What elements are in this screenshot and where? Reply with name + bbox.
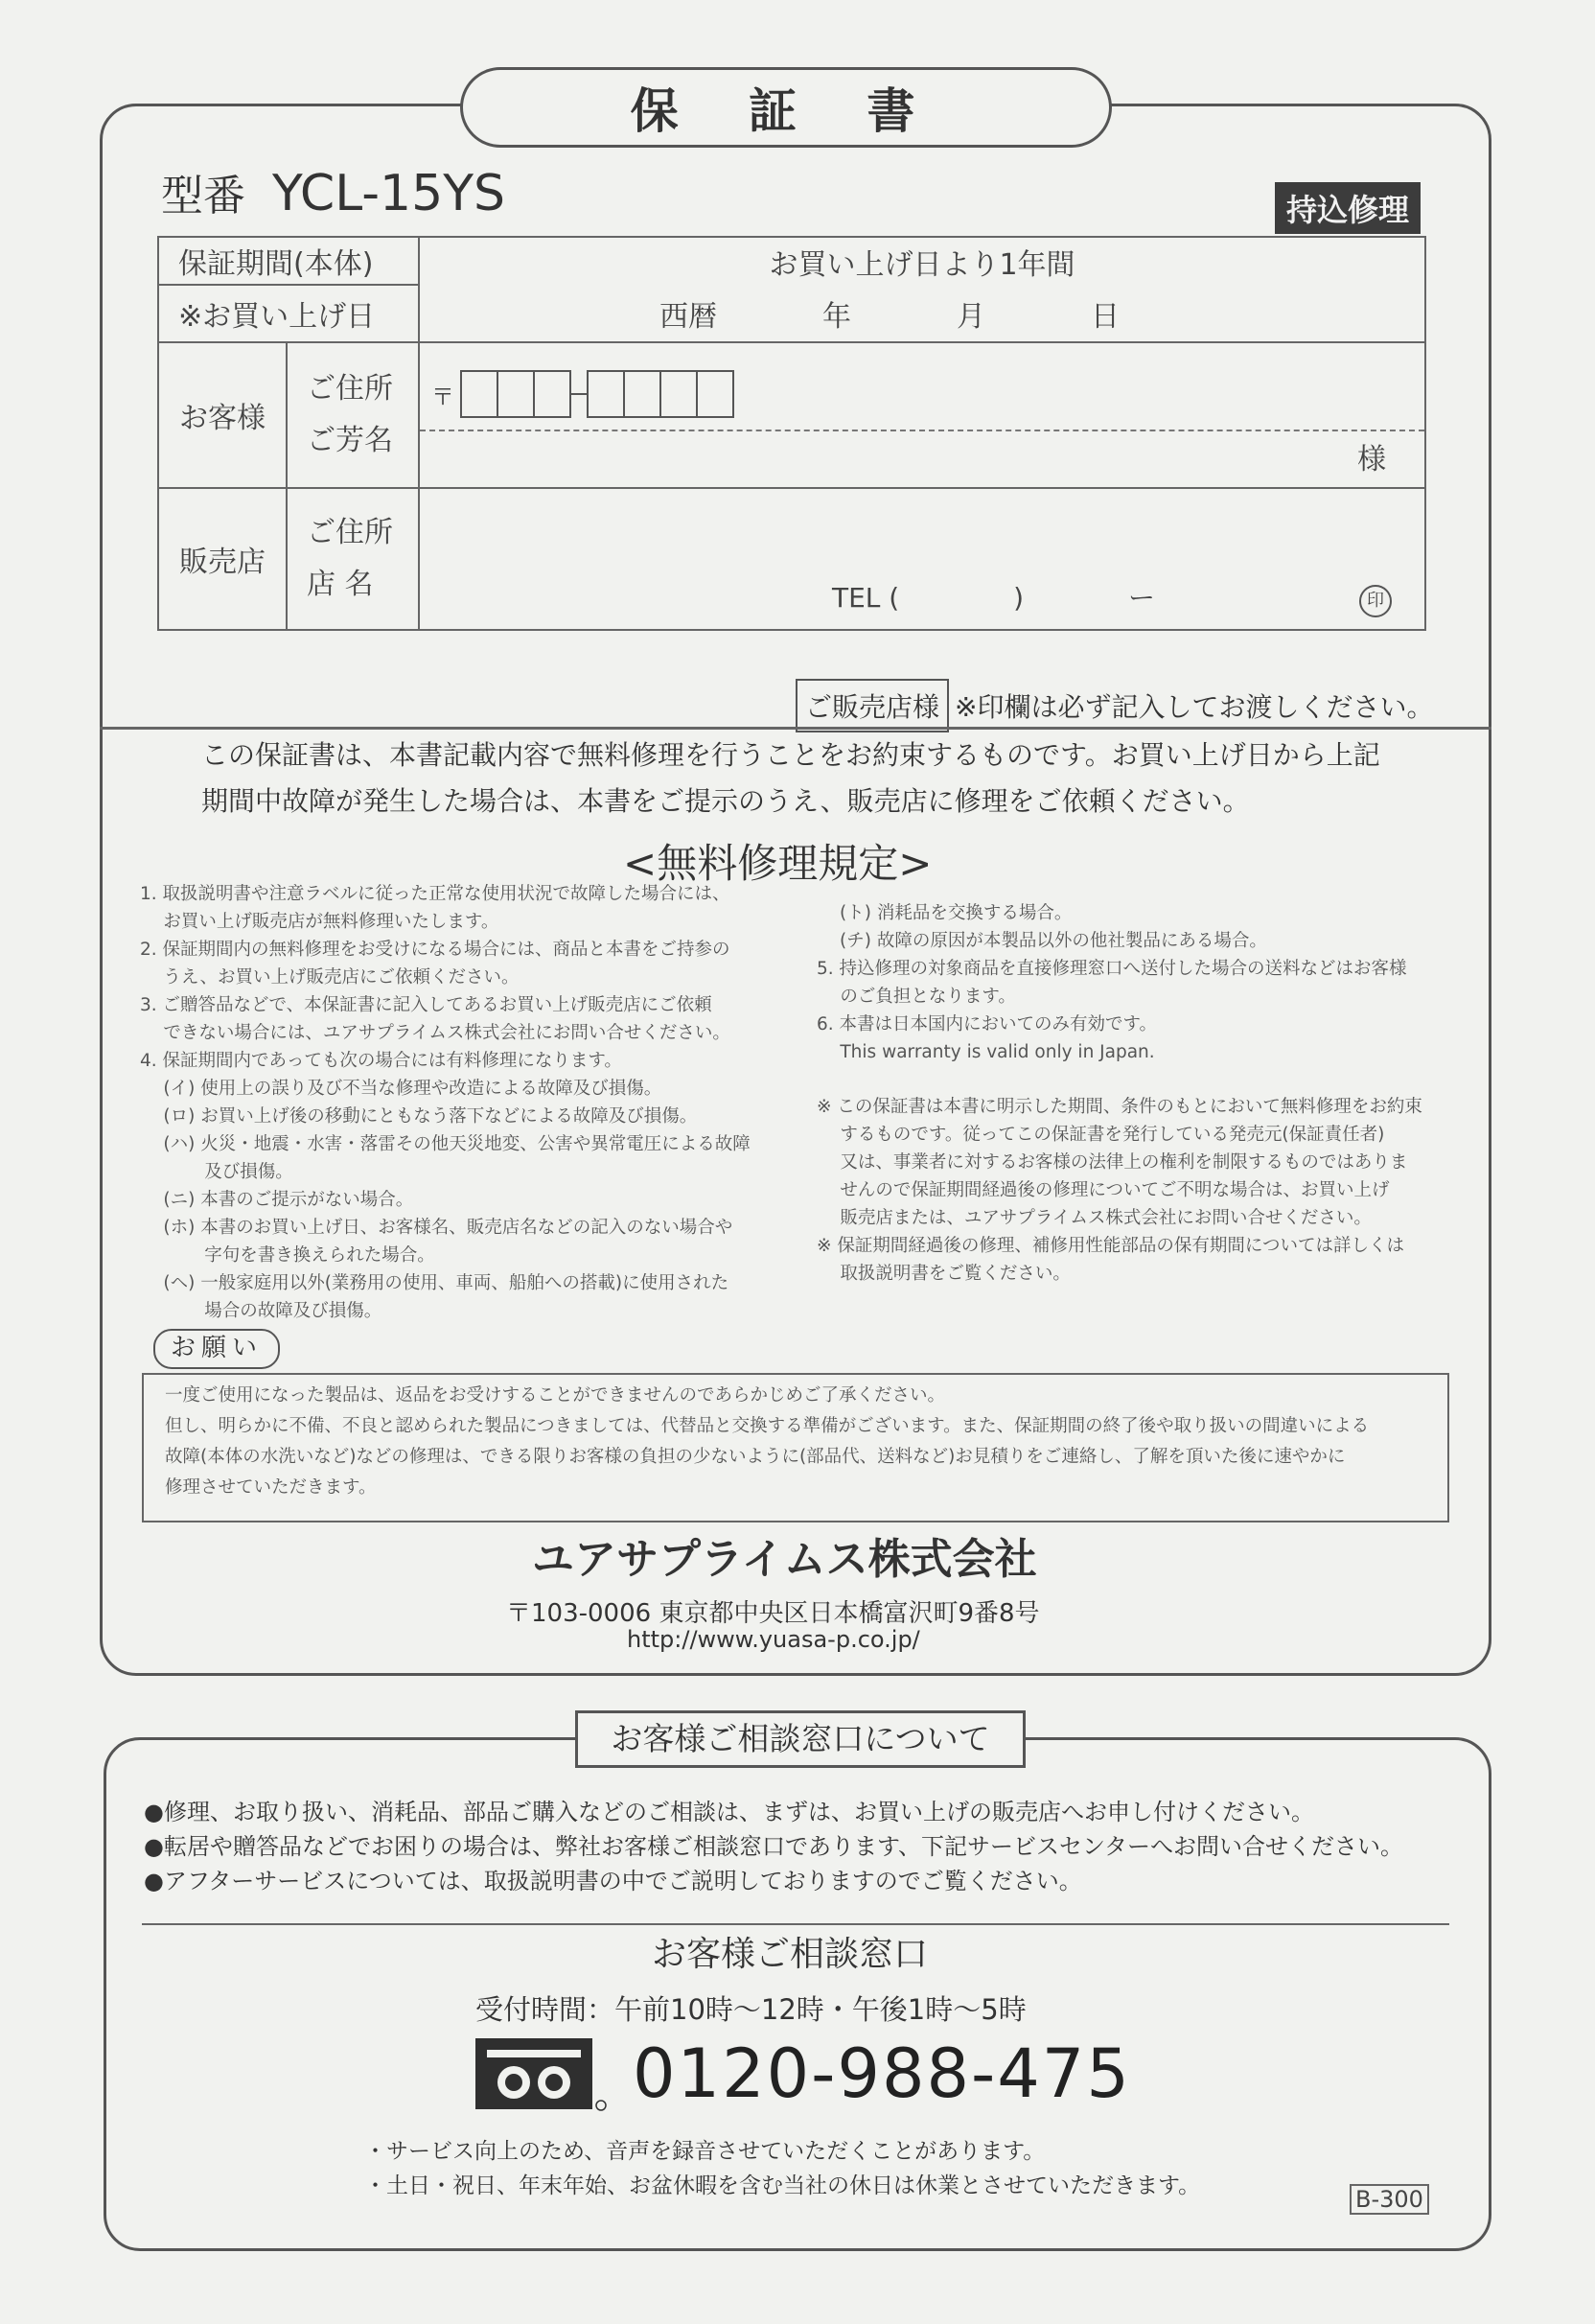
model-number: [161, 161, 505, 222]
consult-note: ・サービス向上のため、音声を録音させていただくことがあります。: [364, 2139, 1046, 2164]
date-day: 日: [1091, 299, 1120, 334]
repair-type-badge: 持込修理: [1275, 182, 1421, 234]
company-address: 〒103-0006 東京都中央区日本橋富沢町9番8号: [506, 1599, 1040, 1628]
tel-field[interactable]: [832, 577, 1155, 616]
rule-line: 3. ご贈答品などで、本保証書に記入してあるお買い上げ販売店にご依頼: [140, 995, 712, 1015]
rule-line: お買い上げ販売店が無料修理いたします。: [140, 912, 499, 932]
rule-line: (ニ) 本書のご提示がない場合。: [140, 1190, 414, 1210]
rules-title: <無料修理規定>: [623, 840, 933, 887]
date-month: 月: [957, 299, 985, 334]
model-label: 型番: [161, 172, 245, 221]
seal-mark: 印: [1359, 585, 1392, 617]
shop-sub-labels: [287, 488, 419, 630]
date-year: 年: [822, 299, 851, 334]
consult-bullet: ●アフターサービスについては、取扱説明書の中でご説明しておりますのでご覧ください。: [144, 1868, 1082, 1894]
tel-paren-close: ): [1013, 582, 1025, 614]
postal-box[interactable]: [498, 370, 535, 418]
rule-line: (ハ) 火災・地震・水害・落雷その他天災地変、公害や異常電圧による故障: [140, 1134, 751, 1154]
rule-note-line: 販売店または、ユアサプライムス株式会社にお問い合せください。: [817, 1208, 1372, 1228]
consult-bullet: ●転居や贈答品などでお困りの場合は、弊社お客様ご相談窓口であります、下記サービスセンターへお問い合せください。: [144, 1833, 1404, 1860]
consult-section-title: お客様ご相談窓口について: [575, 1710, 1026, 1768]
desk-title: お客様ご相談窓口: [652, 1935, 929, 1974]
rules-right-notes: [817, 1093, 1422, 1288]
rule-line: (ト) 消耗品を交換する場合。: [840, 903, 1073, 923]
rules-left-column: [140, 880, 751, 1325]
honorific-sama: 様: [1357, 443, 1386, 476]
onegai-line: 修理させていただきます。: [165, 1477, 377, 1498]
rule-line: 6. 本書は日本国内においてのみ有効です。: [817, 1014, 1158, 1034]
date-era: 西暦: [659, 299, 717, 334]
postal-box[interactable]: [698, 370, 734, 418]
period-value: お買い上げ日より1年間: [419, 237, 1425, 285]
postal-box[interactable]: [535, 370, 571, 418]
onegai-text: [165, 1381, 1369, 1503]
rule-line: 1. 取扱説明書や注意ラベルに従った正常な使用状況で故障した場合には、: [140, 884, 730, 904]
consult-divider: [142, 1923, 1449, 1925]
customer-field[interactable]: [419, 342, 1425, 488]
rule-line: 及び損傷。: [140, 1162, 293, 1182]
tel-label: TEL (: [832, 582, 900, 614]
tel-dash: ー: [1127, 582, 1155, 614]
period-label: 保証期間(本体): [158, 237, 419, 285]
postal-hyphen: [571, 393, 587, 395]
address-name-separator: [420, 430, 1424, 431]
rule-note-line: 取扱説明書をご覧ください。: [817, 1264, 1071, 1284]
customer-label: お客様: [158, 342, 287, 488]
rules-right-column: [817, 899, 1407, 1066]
section-divider: [100, 727, 1491, 730]
shop-label: 販売店: [158, 488, 287, 630]
intro-line: 期間中故障が発生した場合は、本書をご提示のうえ、販売店に修理をご依頼ください。: [201, 785, 1250, 817]
rule-line: 場合の故障及び損傷。: [140, 1301, 382, 1321]
company-name: ユアサプライムス株式会社: [532, 1535, 1037, 1584]
document-code: B-300: [1350, 2184, 1429, 2215]
onegai-line: 故障(本体の水洗いなど)などの修理は、できる限りお客様の負担の少ないように(部品代、送料など)お見積りをご連絡し、了解を頂いた後に速やかに: [165, 1447, 1346, 1467]
phone-number[interactable]: 0120-988-475: [633, 2034, 1131, 2113]
customer-sub-labels: [287, 342, 419, 488]
consult-note: ・土日・祝日、年末年始、お盆休暇を含む当社の休日は休業とさせていただきます。: [364, 2173, 1201, 2198]
rule-line: うえ、お買い上げ販売店にご依頼ください。: [140, 967, 520, 988]
consult-bullet: ●修理、お取り扱い、消耗品、部品ご購入などのご相談は、まずは、お買い上げの販売店へお申し付けください。: [144, 1799, 1314, 1825]
shop-address-label: ご住所: [307, 516, 393, 549]
intro-line: この保証書は、本書記載内容で無料修理を行うことをお約束するものです。お買い上げ日から上記: [201, 739, 1380, 771]
intro-text: [201, 732, 1409, 825]
rule-line: (チ) 故障の原因が本製品以外の他社製品にある場合。: [840, 931, 1267, 951]
freedial-logo-icon: [474, 2036, 608, 2115]
rule-line: 5. 持込修理の対象商品を直接修理窓口へ送付した場合の送料などはお客様: [817, 959, 1407, 979]
postal-box[interactable]: [460, 370, 498, 418]
rule-line: This warranty is valid only in Japan.: [817, 1042, 1155, 1062]
rule-line: できない場合には、ユアサプライムス株式会社にお問い合せください。: [140, 1023, 730, 1043]
stamp-note: ※印欄は必ず記入してお渡しください。: [955, 691, 1434, 723]
service-hours: 受付時間：午前10時～12時・午後1時～5時: [475, 1993, 1027, 2026]
rule-line: (ヘ) 一般家庭用以外(業務用の使用、車両、船舶への搭載)に使用された: [140, 1273, 729, 1293]
rule-line: 4. 保証期間内であっても次の場合には有料修理になります。: [140, 1051, 622, 1071]
customer-address-label: ご住所: [307, 372, 393, 406]
rule-line: (イ) 使用上の誤り及び不当な修理や改造による故障及び損傷。: [140, 1079, 662, 1099]
consult-notes: [364, 2134, 1200, 2203]
shop-name-label: 店 名: [307, 568, 374, 601]
rule-note-line: せんので保証期間経過後の修理についてご不明な場合は、お買い上げ: [817, 1180, 1390, 1200]
rule-line: 字句を書き換えられた場合。: [140, 1245, 435, 1266]
rule-note-line: 又は、事業者に対するお客様の法律上の権利を制限するものではありま: [817, 1152, 1408, 1173]
onegai-label: お願い: [153, 1329, 280, 1369]
rule-note-line: するものです。従ってこの保証書を発行している発売元(保証責任者): [817, 1125, 1385, 1145]
rule-note-line: ※ 保証期間経過後の修理、補修用性能部品の保有期間については詳しくは: [817, 1236, 1405, 1256]
postal-mark: 〒: [431, 383, 454, 410]
rule-line: 2. 保証期間内の無料修理をお受けになる場合には、商品と本書をご持参の: [140, 940, 730, 960]
warranty-form: [157, 236, 1426, 631]
purchase-date-label: ※お買い上げ日: [158, 285, 419, 342]
shop-badge: ご販売店様: [796, 679, 949, 732]
rule-note-line: ※ この保証書は本書に明示した期間、条件のもとにおいて無料修理をお約束: [817, 1097, 1422, 1117]
postal-box[interactable]: [587, 370, 625, 418]
consult-bullets: [144, 1795, 1403, 1898]
shop-field[interactable]: [419, 488, 1425, 630]
rule-line: (ホ) 本書のお買い上げ日、お客様名、販売店名などの記入のない場合や: [140, 1218, 733, 1238]
company-url[interactable]: http://www.yuasa-p.co.jp/: [627, 1626, 920, 1653]
onegai-line: 一度ご使用になった製品は、返品をお受けすることができませんのであらかじめご了承ください。: [165, 1385, 946, 1406]
postal-box[interactable]: [661, 370, 698, 418]
rule-line: (ロ) お買い上げ後の移動にともなう落下などによる故障及び損傷。: [140, 1106, 698, 1127]
onegai-line: 但し、明らかに不備、不良と認められた製品につきましては、代替品と交換する準備がございます。また、保証期間の終了後や取り扱いの間違いによる: [165, 1416, 1370, 1436]
document-title: 保 証 書: [460, 67, 1112, 148]
model-value: YCL-15YS: [272, 165, 505, 222]
purchase-date-field[interactable]: [419, 285, 1425, 342]
customer-name-label: ご芳名: [307, 424, 393, 457]
rule-line: のご負担となります。: [817, 987, 1016, 1007]
postal-box[interactable]: [625, 370, 661, 418]
